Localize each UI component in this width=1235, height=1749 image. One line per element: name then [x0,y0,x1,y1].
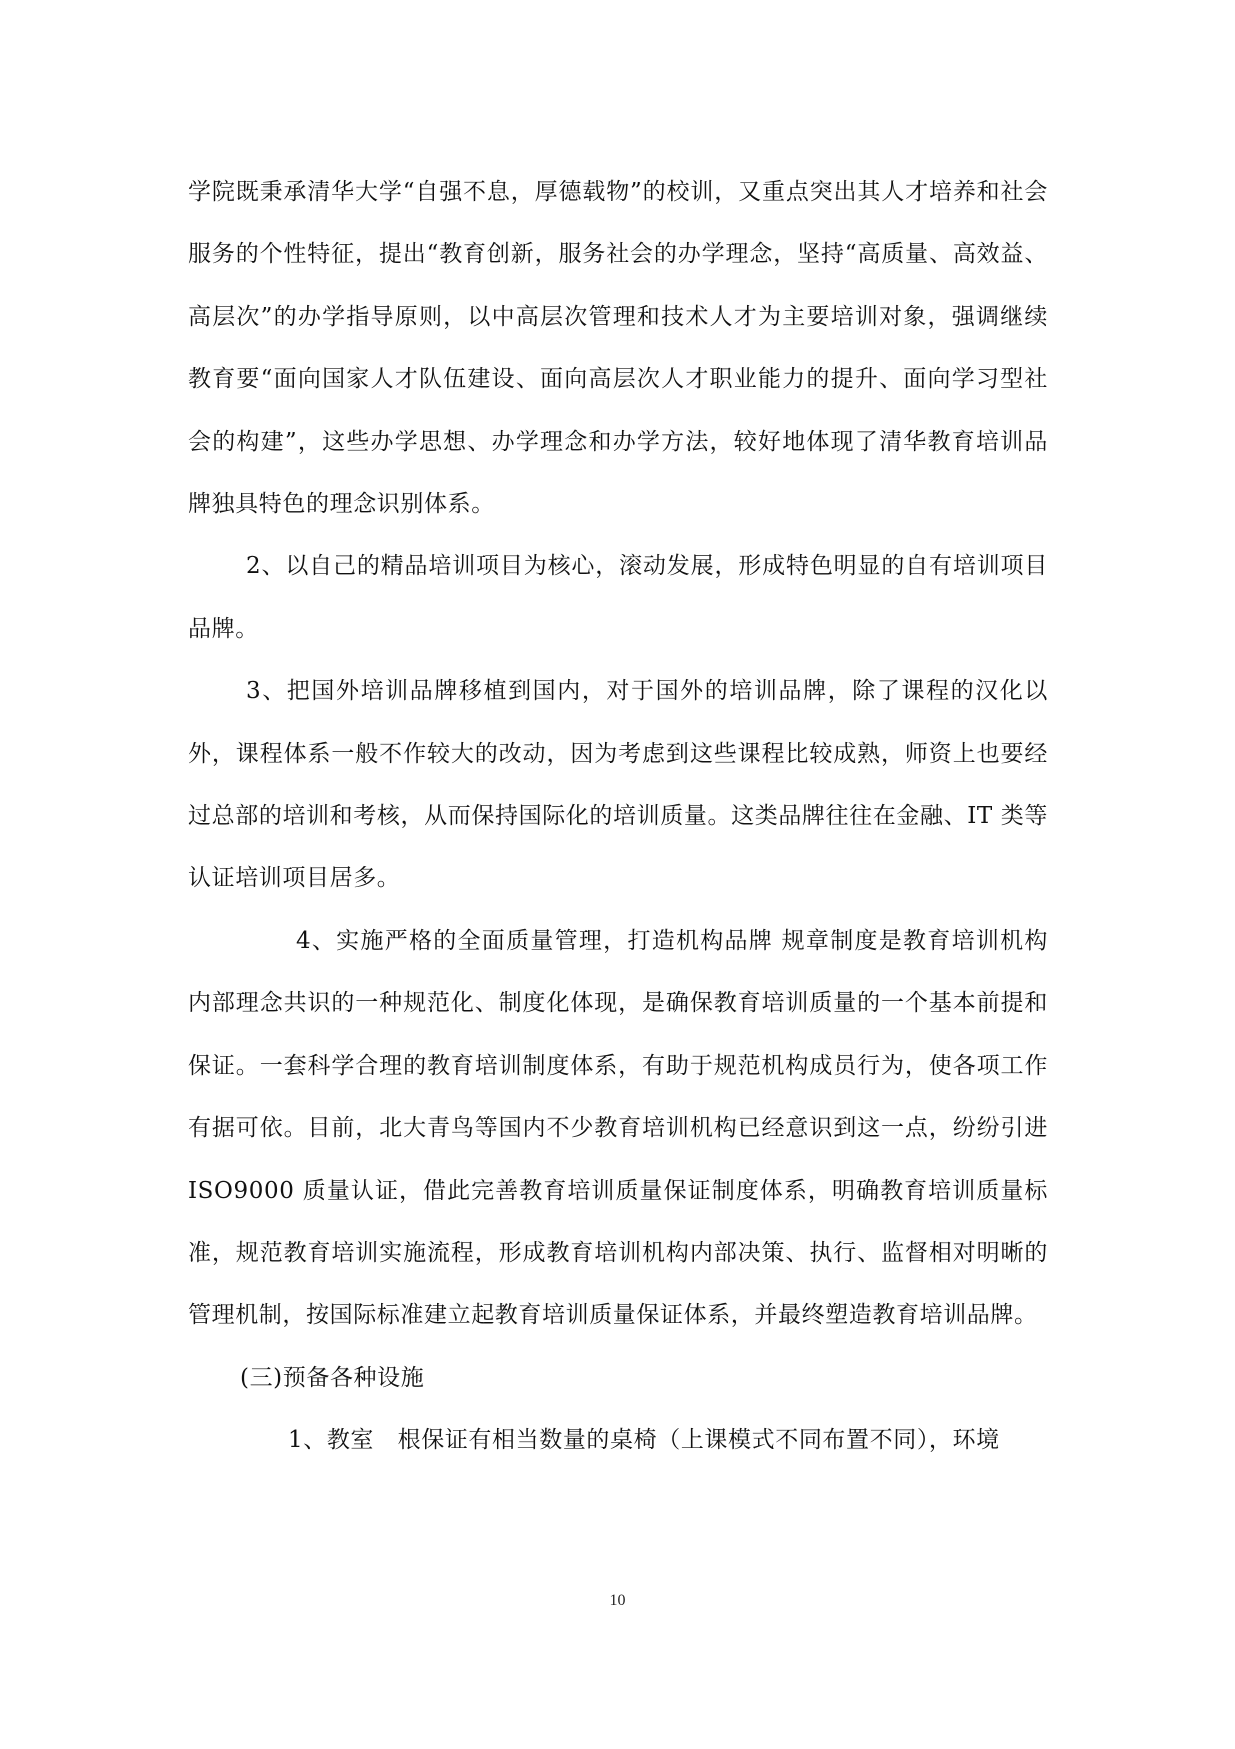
paragraph-item-3: 3、把国外培训品牌移植到国内，对于国外的培训品牌，除了课程的汉化以外，课程体系一般不作较大的改动，因为考虑到这些课程比较成熟，师资上也要经过总部的培训和考核，从而保持国际化的培训质量。这类品牌往往在金融、IT 类等认证培训项目居多。 [188,678,1048,892]
paragraph-item-1-classroom: 1、教室 根保证有相当数量的桌椅（上课模式不同布置不同），环境 [288,1427,1000,1454]
section-heading-facilities: (三)预备各种设施 [240,1364,425,1391]
paragraph-item-2: 2、以自己的精品培训项目为核心，滚动发展，形成特色明显的自有培训项目品牌。 [188,553,1048,642]
page-number: 10 [609,1592,626,1609]
paragraph-item-4: 4、实施严格的全面质量管理，打造机构品牌 规章制度是教育培训机构内部理念共识的一种规范化、制度化体现，是确保教育培训质量的一个基本前提和保证。一套科学合理的教育培训制度体系，有助于规范机构成员行为，使各项工作有据可依。目前，北大青鸟等国内不少教育培训机构已经意识到这一点，纷纷引进 ISO9000 质量认证，借此完善教育培训质量保证制度体系，明确教育培训质量标准，规范教育培训实施流程，形成教育培训机构内部决策、执行、监督相对明晰的管理机制，按国际标准建立起教育培训质量保证体系，并最终塑造教育培训品牌。 [188,927,1048,1329]
document-body [188,161,1048,1472]
paragraph-tsinghua-philosophy: 学院既秉承清华大学“自强不息，厚德载物”的校训，又重点突出其人才培养和社会服务的个性特征，提出“教育创新，服务社会的办学理念，坚持“高质量、高效益、高层次”的办学指导原则，以中高层次管理和技术人才为主要培训对象，强调继续教育要“面向国家人才队伍建设、面向高层次人才职业能力的提升、面向学习型社会的构建”，这些办学思想、办学理念和办学方法，较好地体现了清华教育培训品牌独具特色的理念识别体系。 [188,179,1048,518]
